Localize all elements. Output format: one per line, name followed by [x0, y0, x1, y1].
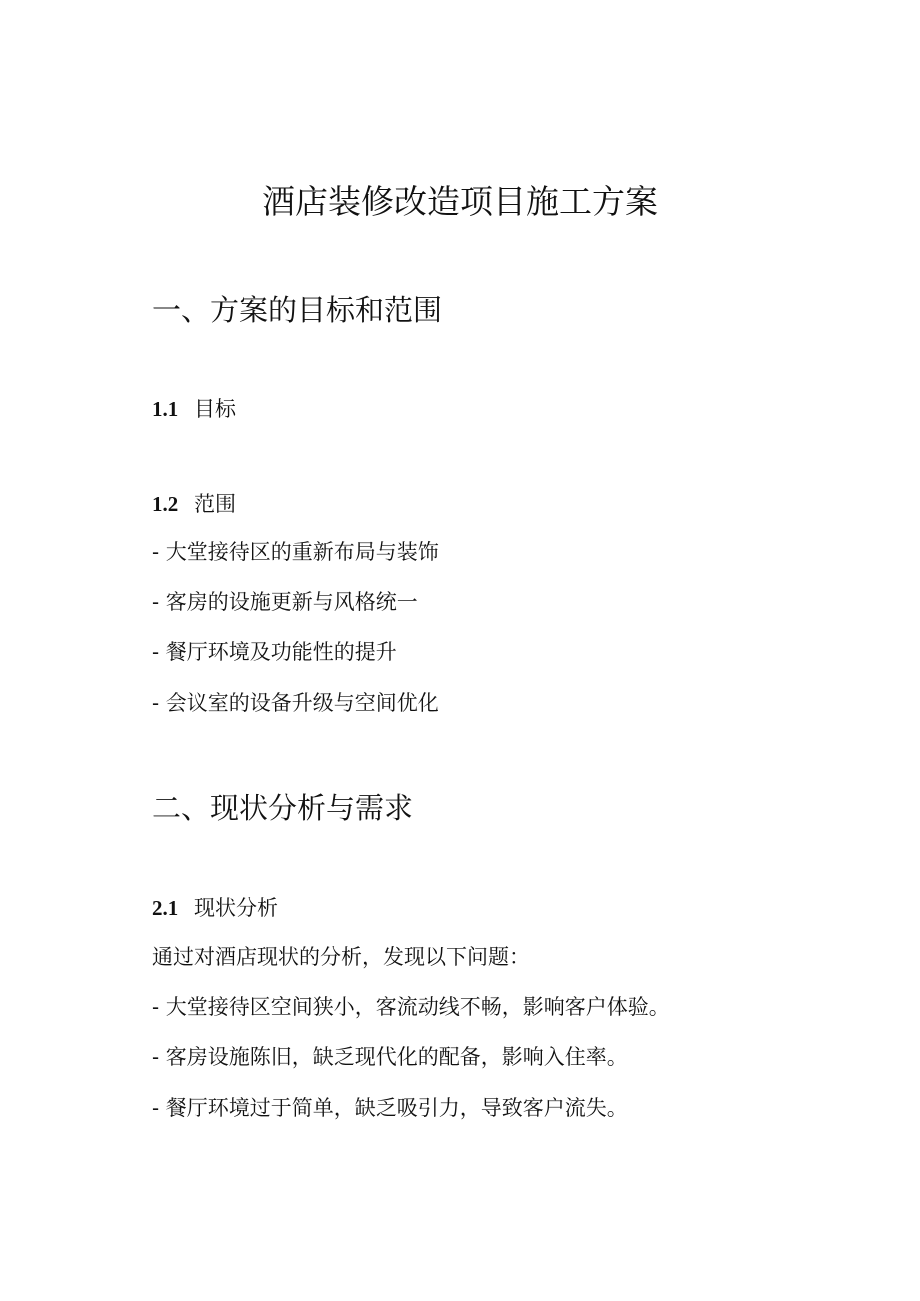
scope-item-restaurant: - 餐厅环境及功能性的提升 [152, 640, 397, 664]
analysis-item-lobby: - 大堂接待区空间狭小，客流动线不畅，影响客户体验。 [152, 995, 670, 1019]
scope-item-lobby: - 大堂接待区的重新布局与装饰 [152, 540, 439, 564]
document-title: 酒店装修改造项目施工方案 [262, 182, 658, 221]
subsection-title: 目标 [194, 397, 236, 421]
analysis-item-guestroom: - 客房设施陈旧，缺乏现代化的配备，影响入住率。 [152, 1045, 628, 1069]
analysis-item-restaurant: - 餐厅环境过于简单，缺乏吸引力，导致客户流失。 [152, 1096, 628, 1120]
section-heading-1: 一、方案的目标和范围 [152, 293, 443, 327]
scope-item-guestroom: - 客房的设施更新与风格统一 [152, 590, 418, 614]
subsection-title: 现状分析 [194, 896, 278, 920]
analysis-intro: 通过对酒店现状的分析，发现以下问题： [152, 945, 530, 969]
subsection-title: 范围 [194, 492, 236, 516]
subsection-number: 1.1 [152, 397, 179, 421]
subsection-number: 1.2 [152, 492, 179, 516]
scope-item-meeting-room: - 会议室的设备升级与空间优化 [152, 691, 439, 715]
subsection-heading-1-1 [152, 394, 236, 424]
subsection-number: 2.1 [152, 896, 179, 920]
subsection-heading-1-2 [152, 489, 236, 519]
section-heading-2: 二、现状分析与需求 [152, 791, 414, 825]
subsection-heading-2-1 [152, 893, 278, 923]
